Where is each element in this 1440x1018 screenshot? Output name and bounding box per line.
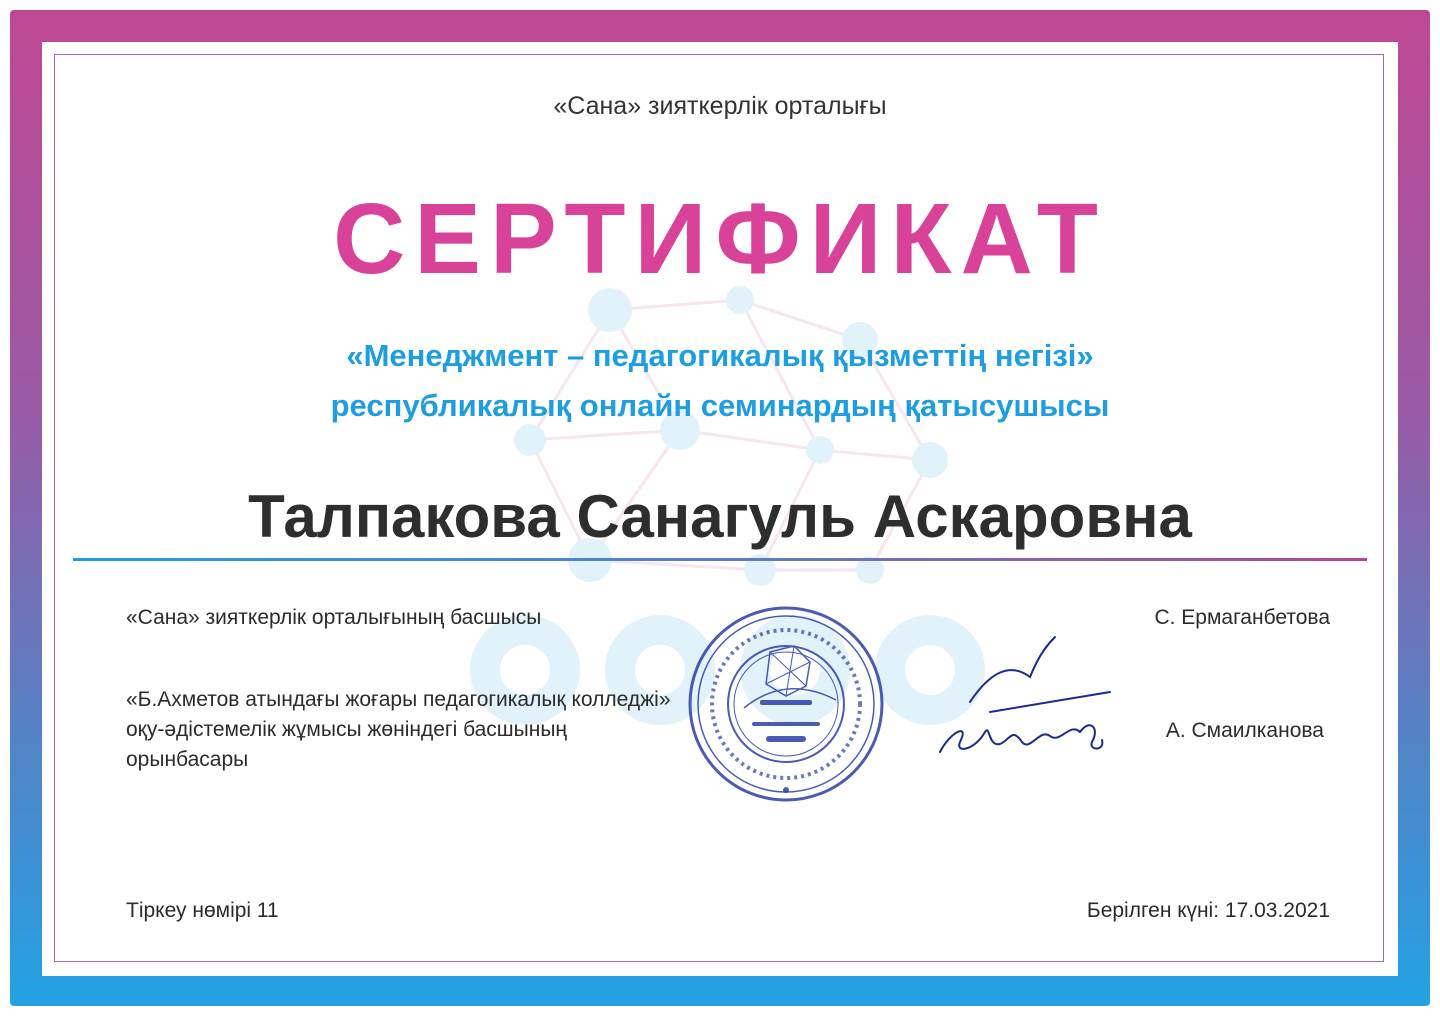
seminar-title: «Менеджмент – педагогикалық қызметтің негізі» (346, 338, 1094, 373)
recipient-name: Талпакова Санагуль Аскаровна (248, 483, 1192, 550)
issue-date: Берілген күні: 17.03.2021 (1086, 899, 1330, 922)
certificate-title: СЕРТИФИКАТ (333, 183, 1107, 295)
signatory-2-name: А. Смаилканова (1165, 719, 1324, 742)
registration-number: Тіркеу нөмірі 11 (126, 899, 279, 922)
round-seal-stamp (686, 604, 886, 804)
signatory-1-role: «Сана» зияткерлік орталығының басшысы (126, 606, 542, 629)
signatory-1-name: С. Ермаганбетова (1154, 606, 1330, 629)
name-divider (73, 558, 1367, 561)
signatory-2-role: «Б.Ахметов атындағы жоғары педагогикалық колледжі» оқу-әдістемелік жұмысы жөніндегі басшының орынбасары (126, 688, 671, 771)
seminar-subtitle: республикалық онлайн семинардың қатысушысы (330, 388, 1110, 423)
organization-name: «Сана» зияткерлік орталығы (553, 92, 887, 120)
handwritten-signature (930, 632, 1120, 772)
